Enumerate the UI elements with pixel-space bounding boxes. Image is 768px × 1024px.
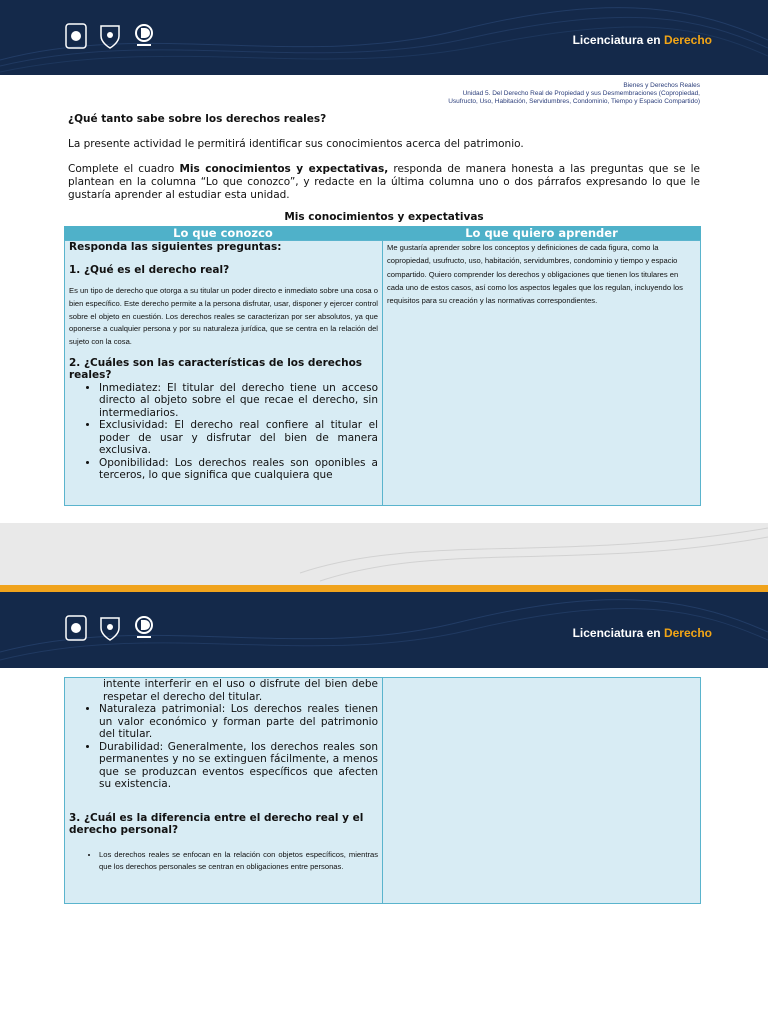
page2-banner <box>0 592 768 668</box>
gold-stripe <box>0 585 768 592</box>
brand-accent: Derecho <box>663 626 712 640</box>
list-item: • Durabilidad: Generalmente, los derechos reales son permanentes y no se extinguen fácilmente, a menos que se produzcan eventos específicos que afecten su existencia. <box>99 741 378 791</box>
document-meta <box>448 82 700 106</box>
list-item: • Los derechos reales se enfocan en la relación con objetos específicos, mientras que los derechos personales se centran en obligaciones entre personas. <box>99 849 378 875</box>
know-column-cont <box>65 678 383 903</box>
answer-2-list-cont <box>69 703 378 791</box>
brand-title <box>573 626 712 640</box>
shield-logo-icon <box>98 22 122 50</box>
question-1: 1. ¿Qué es el derecho real? <box>69 264 230 276</box>
meta-unit: Unidad 5. Del Derecho Real de Propiedad y sus Desmembraciones (Copropiedad, <box>462 90 700 97</box>
learn-answer: Me gustaría aprender sobre los conceptos y definiciones de cada figura, como la copropiedad, usufructo, uso, habitación, servidumbres, condominio y tiempo y espacio compartido. Quiero comprender los derechos y obligaciones que tienen los titulares en cada uno de estos casos, así como los aspectos legales que los regulan, incluyendo los requisitos para su creación y las normativas correspondientes. <box>387 243 683 306</box>
learn-column <box>383 241 700 505</box>
brand-prefix: Licenciatura en <box>572 33 664 47</box>
meta-unit-cont: Usufructo, Uso, Habitación, Servidumbres, Condominio, Tiempo y Espacio Compartido) <box>448 98 700 105</box>
unam-logo-icon <box>64 22 88 50</box>
list-item: • Oponibilidad: Los derechos reales son oponibles a terceros, lo que significa que cualquiera que <box>99 457 378 482</box>
answer-2-list <box>69 382 378 482</box>
col-header-know: Lo que conozco <box>173 226 273 240</box>
top-banner <box>0 0 768 75</box>
brand-title <box>573 33 712 47</box>
intro-paragraph: La presente actividad le permitirá identificar sus conocimientos acerca del patrimonio. <box>68 138 524 150</box>
separator-wave-decoration <box>0 523 768 585</box>
instructions-post: responda de manera honesta a las preguntas que se le plantean en la columna “Lo que conozco”, y redacte en la última columna uno o dos párrafos expresando lo que le gustaría aprender al estudiar esta unidad. <box>68 163 700 201</box>
brand-prefix: Licenciatura en <box>572 626 664 640</box>
learn-column-cont <box>383 678 700 903</box>
sua-logo-icon <box>132 614 156 642</box>
logo-group <box>64 22 156 50</box>
instructions-bold: Mis conocimientos y expectativas, <box>179 163 389 175</box>
meta-course: Bienes y Derechos Reales <box>623 82 700 89</box>
logo-group <box>64 614 156 642</box>
answer-2-continued: intente interferir en el uso o disfrute del bien debe respetar el derecho del titular. <box>103 678 378 703</box>
answer-3-list <box>69 849 378 875</box>
question-2: 2. ¿Cuáles son las características de los derechos reales? <box>69 356 363 382</box>
answer-1: Es un tipo de derecho que otorga a su titular un poder directo e inmediato sobre una cosa o bien específico. Este derecho permite a la persona disfrutar, usar, disponer y ejercer control sobre el objeto en cuestión. Los derechos reales se caracterizan por ser absolutos, ya que oponerse a cualquier persona y por su naturaleza jurídica, que se centra en la relación del sujeto con la cosa. <box>69 286 378 347</box>
instructions-pre: Complete el cuadro <box>68 163 180 175</box>
instructions-paragraph <box>68 163 700 202</box>
knowledge-table-page2 <box>64 677 701 904</box>
col-header-learn: Lo que quiero aprender <box>465 226 618 240</box>
know-column <box>65 241 383 505</box>
page-separator <box>0 523 768 585</box>
list-item: • Naturaleza patrimonial: Los derechos reales tienen un valor económico y forman parte del patrimonio del titular. <box>99 703 378 741</box>
sua-logo-icon <box>132 22 156 50</box>
table-title: Mis conocimientos y expectativas <box>284 211 484 223</box>
unam-logo-icon <box>64 614 88 642</box>
knowledge-table-page1 <box>64 240 701 506</box>
shield-logo-icon <box>98 614 122 642</box>
list-item: • Inmediatez: El titular del derecho tiene un acceso directo al objeto sobre el que recae el derecho, sin intermediarios. <box>99 382 378 420</box>
intro-section <box>68 113 700 224</box>
brand-accent: Derecho <box>663 33 712 47</box>
table-header <box>64 226 701 240</box>
question-3: 3. ¿Cuál es la diferencia entre el derecho real y el derecho personal? <box>69 811 364 836</box>
list-item: • Exclusividad: El derecho real confiere al titular el poder de usar y disfrutar del bien de manera exclusiva. <box>99 419 378 457</box>
questions-intro: Responda las siguientes preguntas: <box>69 241 282 253</box>
activity-title: ¿Qué tanto sabe sobre los derechos reales? <box>68 113 327 125</box>
